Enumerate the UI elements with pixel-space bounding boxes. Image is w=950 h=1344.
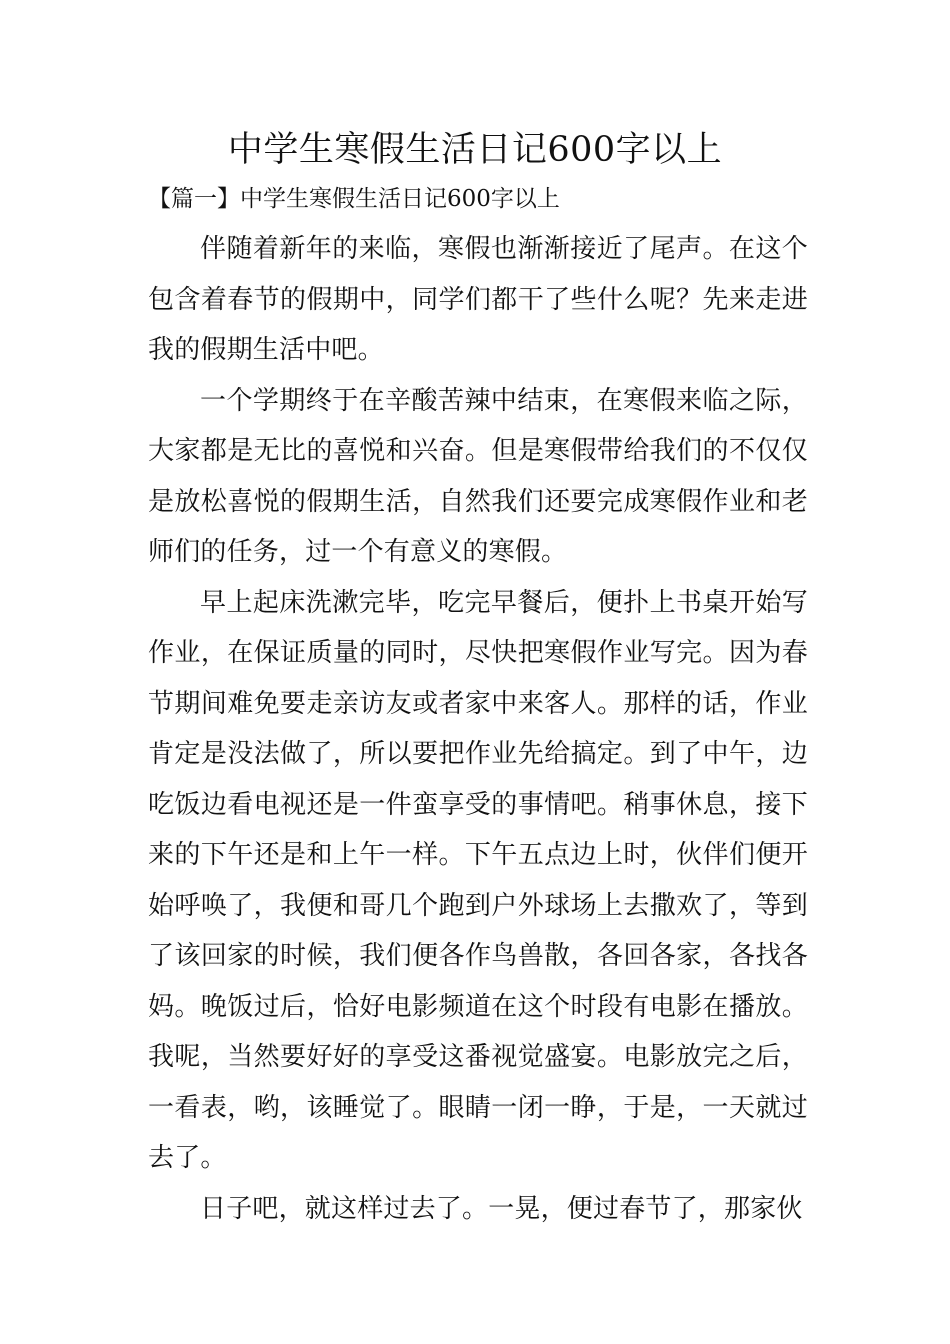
document-body [148, 224, 808, 1234]
paragraph-3: 早上起床洗漱完毕，吃完早餐后，便扑上书桌开始写作业，在保证质量的同时，尽快把寒假作业写完。因为春节期间难免要走亲访友或者家中来客人。那样的话，作业肯定是没法做了，所以要把作业先给搞定。到了中午，边吃饭边看电视还是一件蛮享受的事情吧。稍事休息，接下来的下午还是和上午一样。下午五点边上时，伙伴们便开始呼唤了，我便和哥几个跑到户外球场上去撒欢了，等到了该回家的时候，我们便各作鸟兽散，各回各家，各找各妈。晚饭过后，恰好电影频道在这个时段有电影在播放。我呢，当然要好好的享受这番视觉盛宴。电影放完之后，一看表，哟，该睡觉了。眼睛一闭一睁，于是，一天就过去了。 [148, 587, 808, 1173]
document-title: 中学生寒假生活日记600字以上 [227, 130, 723, 170]
paragraph-2: 一个学期终于在辛酸苦辣中结束，在寒假来临之际，大家都是无比的喜悦和兴奋。但是寒假带给我们的不仅仅是放松喜悦的假期生活，自然我们还要完成寒假作业和老师们的任务，过一个有意义的寒假。 [148, 385, 808, 567]
paragraph-1: 伴随着新年的来临，寒假也渐渐接近了尾声。在这个包含着春节的假期中，同学们都干了些什么呢？先来走进我的假期生活中吧。 [148, 234, 808, 365]
section-heading: 【篇一】中学生寒假生活日记600字以上 [148, 186, 560, 212]
paragraph-4: 日子吧，就这样过去了。一晃，便过春节了，那家伙 [200, 1193, 803, 1224]
